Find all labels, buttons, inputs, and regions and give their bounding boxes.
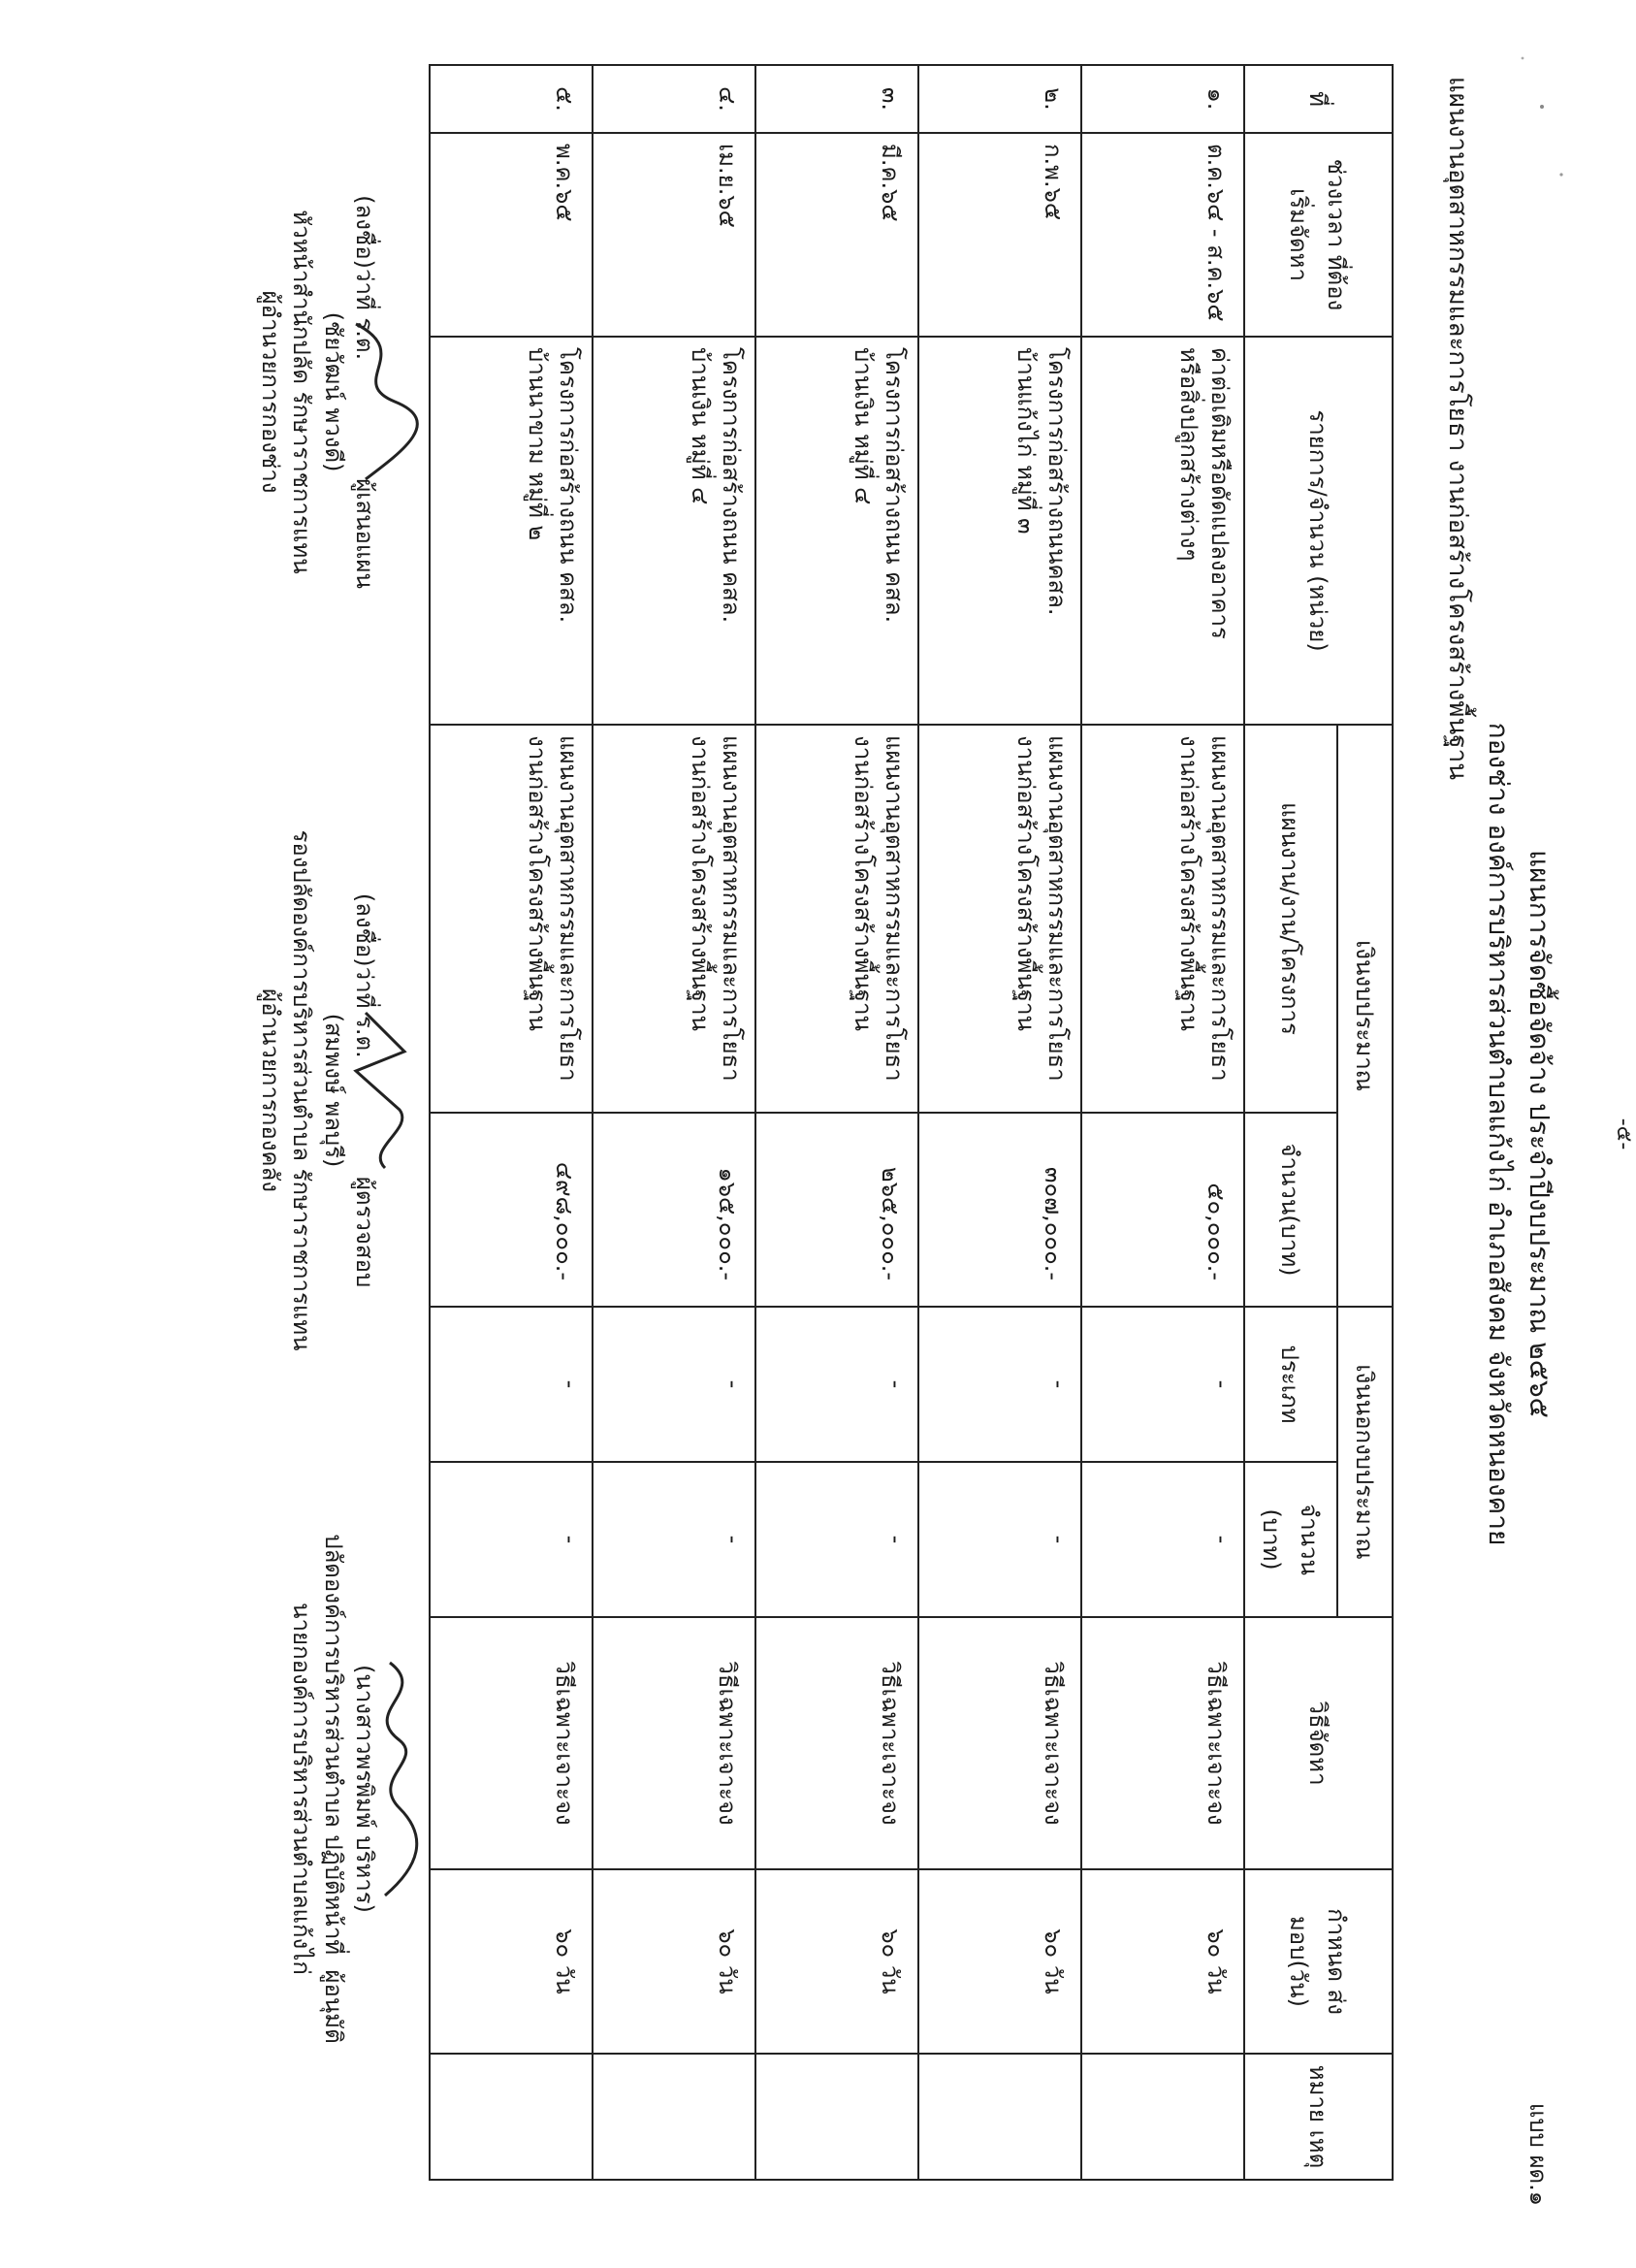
table-row bbox=[1081, 65, 1244, 2180]
cell-method: วิธีเฉพาะเจาะจง bbox=[593, 1617, 755, 1869]
item-line-2: หรือสิ่งปลูกสร้างต่างๆ bbox=[1174, 347, 1203, 562]
cell-amount: ๕๐,๐๐๐.- bbox=[1081, 1113, 1244, 1307]
header-row bbox=[1337, 65, 1393, 2180]
signature-position-2: ผู้อำนวยการกองคลัง bbox=[256, 988, 284, 1192]
table-row bbox=[918, 65, 1081, 2180]
document-title: แผนการจัดซื้อจัดจ้าง ประจำปีงบประมาณ ๒๕๖๕ bbox=[1523, 850, 1556, 1418]
cell-remark bbox=[593, 2054, 755, 2180]
table-head bbox=[1244, 65, 1393, 2180]
table-row bbox=[755, 65, 918, 2180]
table-row bbox=[593, 65, 755, 2180]
col-header-type: ประเภท bbox=[1244, 1307, 1337, 1462]
col-header-no: ที่ bbox=[1244, 65, 1393, 133]
document-subtitle: กองช่าง องค์การบริหารส่วนตำบลแก้งไก่ อำเภอสังคม จังหวัดหนองคาย bbox=[1482, 722, 1515, 1546]
signature-prefix: (ลงชื่อ)ว่าที่ ร.ต. ผู้ตรวจสอบ bbox=[350, 892, 378, 1288]
cell-method: วิธีเฉพาะเจาะจง bbox=[755, 1617, 918, 1869]
cell-plan bbox=[430, 725, 593, 1113]
col-header-plan: แผนงาน/งาน/โครงการ bbox=[1244, 725, 1337, 1113]
col-header-period: ช่วงเวลา ที่ต้องเริ่มจัดหา bbox=[1244, 133, 1393, 337]
cell-plan bbox=[593, 725, 755, 1113]
plan-line-1: แผนงานอุตสาหกรรมและการโยธา bbox=[1043, 735, 1071, 1082]
signature-position-2: นายกองค์การบริหารส่วนตำบลแก้งไก่ bbox=[287, 1603, 315, 1975]
cell-no: ๒. bbox=[918, 65, 1081, 133]
cell-method: วิธีเฉพาะเจาะจง bbox=[430, 1617, 593, 1869]
col-header-method: วิธีจัดหา bbox=[1244, 1617, 1393, 1869]
plan-line-2: งานก่อสร้างโครงสร้างพื้นฐาน bbox=[686, 735, 714, 1031]
cell-type: - bbox=[1081, 1307, 1244, 1462]
signature-position-2: ผู้อำนวยการกองช่าง bbox=[256, 290, 284, 494]
signature-name: (สมพงษ์ พลบุรี) bbox=[319, 1013, 347, 1168]
page-number: -๕- bbox=[1611, 1118, 1636, 1150]
signature-position-1: หัวหน้าสำนักปลัด รักษาราชการแทน bbox=[287, 210, 315, 574]
cell-remark bbox=[755, 2054, 918, 2180]
cell-period: เม.ย.๖๕ bbox=[593, 133, 755, 337]
col-header-delivery: กำหนด ส่งมอบ(วัน) bbox=[1244, 1869, 1393, 2054]
signature-position-1: รองปลัดองค์การบริหารส่วนตำบล รักษาราชการแทน bbox=[287, 829, 315, 1351]
item-line-2: บ้านเงิน หมู่ที่ ๔ bbox=[849, 347, 877, 505]
handwritten-signature-2 bbox=[337, 1003, 424, 1178]
plan-line-2: งานก่อสร้างโครงสร้างพื้นฐาน bbox=[1174, 735, 1203, 1031]
cell-amount: ๓๐๗,๐๐๐.- bbox=[918, 1113, 1081, 1307]
item-line-1: โครงการก่อสร้างถนน คสล. bbox=[554, 347, 582, 624]
cell-plan bbox=[918, 725, 1081, 1113]
cell-remark bbox=[1081, 2054, 1244, 2180]
cell-period: พ.ค.๖๕ bbox=[430, 133, 593, 337]
plan-line-1: แผนงานอุตสาหกรรมและการโยธา bbox=[717, 735, 745, 1082]
cell-no: ๕. bbox=[430, 65, 593, 133]
item-line-2: บ้านนาขาม หมู่ที่ ๒ bbox=[523, 347, 551, 541]
document-header bbox=[1394, 23, 1636, 2245]
signature-name: (ชัยวัฒน์ พวงดี) bbox=[319, 311, 347, 472]
col-group-budget: เงินงบประมาณ bbox=[1337, 725, 1393, 1307]
signature-role: ผู้เสนอแผน bbox=[350, 478, 378, 589]
cell-no: ๑. bbox=[1081, 65, 1244, 133]
cell-type: - bbox=[430, 1307, 593, 1462]
cell-no: ๓. bbox=[755, 65, 918, 133]
cell-type: - bbox=[755, 1307, 918, 1462]
cell-remark bbox=[918, 2054, 1081, 2180]
cell-item bbox=[593, 337, 755, 725]
item-line-2: บ้านเงิน หมู่ที่ ๔ bbox=[686, 347, 714, 505]
col-header-remark: หมาย เหตุ bbox=[1244, 2054, 1393, 2180]
cell-delivery: ๖๐ วัน bbox=[918, 1869, 1081, 2054]
item-line-2: บ้านแก้งไก่ หมู่ที่ ๓ bbox=[1011, 347, 1040, 535]
cell-type: - bbox=[918, 1307, 1081, 1462]
plan-line-2: งานก่อสร้างโครงสร้างพื้นฐาน bbox=[523, 735, 551, 1031]
signature-role: ผู้อนุมัติ bbox=[319, 1969, 347, 2044]
item-line-1: โครงการก่อสร้างถนนคสล. bbox=[1043, 347, 1071, 616]
cell-no: ๔. bbox=[593, 65, 755, 133]
cell-delivery: ๖๐ วัน bbox=[755, 1869, 918, 2054]
cell-item bbox=[1081, 337, 1244, 725]
plan-line-1: แผนงานอุตสาหกรรมและการโยธา bbox=[554, 735, 582, 1082]
cell-nb-amount: - bbox=[430, 1462, 593, 1617]
plan-line-1: แผนงานอุตสาหกรรมและการโยธา bbox=[880, 735, 908, 1082]
plan-line-2: งานก่อสร้างโครงสร้างพื้นฐาน bbox=[849, 735, 877, 1031]
plan-line: แผนงานอุตสาหกรรมและการโยธา งานก่อสร้างโครงสร้างพื้นฐาน bbox=[1442, 77, 1472, 780]
rotated-document-sheet bbox=[36, 23, 1636, 2245]
item-line-1: โครงการก่อสร้างถนน คสล. bbox=[880, 347, 908, 624]
cell-nb-amount: - bbox=[593, 1462, 755, 1617]
cell-delivery: ๖๐ วัน bbox=[430, 1869, 593, 2054]
cell-method: วิธีเฉพาะเจาะจง bbox=[1081, 1617, 1244, 1869]
col-header-amount: จำนวน(บาท) bbox=[1244, 1113, 1337, 1307]
cell-amount: ๑๖๕,๐๐๐.- bbox=[593, 1113, 755, 1307]
cell-method: วิธีเฉพาะเจาะจง bbox=[918, 1617, 1081, 1869]
plan-line-1: แผนงานอุตสาหกรรมและการโยธา bbox=[1205, 735, 1234, 1082]
cell-amount: ๒๖๕,๐๐๐.- bbox=[755, 1113, 918, 1307]
signature-role: ผู้ตรวจสอบ bbox=[350, 1176, 378, 1288]
cell-amount: ๔๙๘,๐๐๐.- bbox=[430, 1113, 593, 1307]
signature-position-1: ปลัดองค์การบริหารส่วนตำบล ปฏิบัติหน้าที่ ผู้อนุมัติ bbox=[319, 1534, 347, 2044]
cell-plan bbox=[755, 725, 918, 1113]
cell-nb-amount: - bbox=[755, 1462, 918, 1617]
cell-plan bbox=[1081, 725, 1244, 1113]
cell-type: - bbox=[593, 1307, 755, 1462]
signature-name: (นางสาวพรพิมพ์ บริหาร) bbox=[350, 1664, 378, 1914]
handwritten-signature-3 bbox=[351, 1653, 438, 1905]
cell-nb-amount: - bbox=[918, 1462, 1081, 1617]
cell-delivery: ๖๐ วัน bbox=[1081, 1869, 1244, 2054]
col-header-nb-amount: จำนวน (บาท) bbox=[1244, 1462, 1337, 1617]
cell-nb-amount: - bbox=[1081, 1462, 1244, 1617]
item-line-1: ค่าต่อเติมหรือดัดแปลงอาคาร bbox=[1205, 347, 1234, 639]
cell-item bbox=[755, 337, 918, 725]
signature-prefix: (ลงชื่อ)ว่าที่ ร.ต. ผู้เสนอแผน bbox=[350, 195, 378, 589]
cell-period: ก.พ.๖๕ bbox=[918, 133, 1081, 337]
handwritten-signature-1 bbox=[337, 314, 424, 489]
cell-item bbox=[430, 337, 593, 725]
cell-delivery: ๖๐ วัน bbox=[593, 1869, 755, 2054]
col-group-nonbudget: เงินนอกงบประมาณ bbox=[1337, 1307, 1393, 1617]
cell-remark bbox=[430, 2054, 593, 2180]
plan-line-2: งานก่อสร้างโครงสร้างพื้นฐาน bbox=[1011, 735, 1040, 1031]
table-body bbox=[430, 65, 1244, 2180]
table-row bbox=[430, 65, 593, 2180]
cell-period: ต.ค.๖๔ - ส.ค.๖๕ bbox=[1081, 133, 1244, 337]
cell-period: มี.ค.๖๕ bbox=[755, 133, 918, 337]
procurement-plan-table bbox=[429, 64, 1394, 2181]
col-header-item: รายการ/จำนวน (หน่วย) bbox=[1244, 337, 1393, 725]
form-code: แบบ ผด.๑ bbox=[1524, 2102, 1552, 2206]
cell-item bbox=[918, 337, 1081, 725]
item-line-1: โครงการก่อสร้างถนน คสล. bbox=[717, 347, 745, 624]
